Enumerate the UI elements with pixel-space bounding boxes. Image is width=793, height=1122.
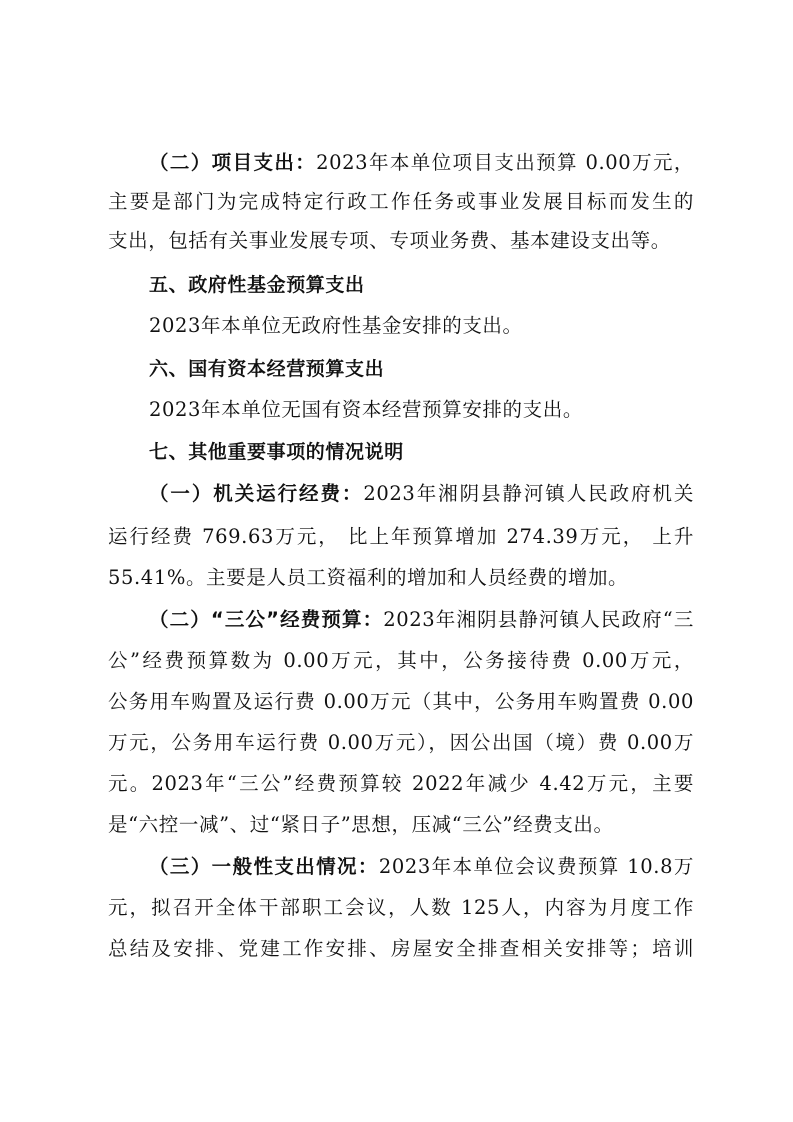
three-public-line-1 xyxy=(149,610,694,630)
three-public-label: （二）“三公”经费预算： xyxy=(149,608,384,631)
three-public-line-6: 是“六控一减”、过“紧日子”思想，压减“三公”经费支出。 xyxy=(108,813,614,836)
general-expense-line-3: 总结及安排、党建工作安排、房屋安全排查相关安排等；培训 xyxy=(108,937,694,960)
project-expenditure-line-2: 主要是部门为完成特定行政工作任务或事业发展目标而发生的 xyxy=(108,190,694,213)
project-expenditure-label: （二）项目支出： xyxy=(149,151,317,174)
three-public-text: 2023年湘阴县静河镇人民政府“三 xyxy=(383,608,694,631)
general-expense-line-2: 元，拟召开全体干部职工会议，人数 125人，内容为月度工作 xyxy=(108,896,694,919)
operating-cost-label: （一）机关运行经费： xyxy=(149,482,364,505)
state-capital-text: 2023年本单位无国有资本经营预算安排的支出。 xyxy=(149,398,583,421)
operating-cost-line-3: 55.41%。主要是人员工资福利的增加和人员经费的增加。 xyxy=(108,566,629,589)
heading-other-matters: 七、其他重要事项的情况说明 xyxy=(149,441,404,463)
general-expense-text: 2023年本单位会议费预算 10.8万 xyxy=(378,855,694,878)
heading-government-fund: 五、政府性基金预算支出 xyxy=(149,274,365,296)
three-public-line-4: 万元，公务用车运行费 0.00万元），因公出国（境）费 0.00万 xyxy=(108,731,694,754)
project-expenditure-line-3: 支出，包括有关事业发展专项、专项业务费、基本建设支出等。 xyxy=(108,229,671,252)
heading-state-capital: 六、国有资本经营预算支出 xyxy=(149,358,385,380)
three-public-line-3: 公务用车购置及运行费 0.00万元（其中，公务用车购置费 0.00 xyxy=(108,690,694,713)
project-expenditure-text: 2023年本单位项目支出预算 0.00万元， xyxy=(316,151,694,174)
three-public-line-5: 元。2023年“三公”经费预算较 2022年减少 4.42万元，主要 xyxy=(108,772,694,795)
general-expense-line-1 xyxy=(149,857,694,877)
government-fund-text: 2023年本单位无政府性基金安排的支出。 xyxy=(149,314,523,337)
operating-cost-text: 2023年湘阴县静河镇人民政府机关 xyxy=(363,482,694,505)
general-expense-label: （三）一般性支出情况： xyxy=(149,855,379,878)
operating-cost-line-1 xyxy=(149,484,694,504)
operating-cost-line-2: 运行经费 769.63万元， 比上年预算增加 274.39万元， 上升 xyxy=(108,525,694,548)
project-expenditure-line-1 xyxy=(149,153,694,173)
three-public-line-2: 公”经费预算数为 0.00万元，其中，公务接待费 0.00万元， xyxy=(108,649,694,672)
